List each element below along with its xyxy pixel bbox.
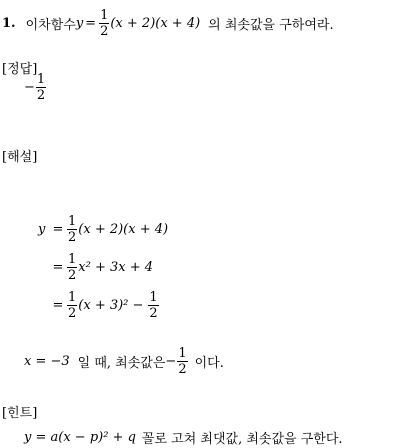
conclusion-fraction <box>177 346 187 377</box>
problem-statement <box>2 8 334 39</box>
answer-value <box>24 72 47 103</box>
hint-line <box>24 428 343 447</box>
conclusion-text-2: 이다. <box>194 356 224 371</box>
conclusion-den: 2 <box>178 362 187 377</box>
explanation-line-3-den: 2 <box>68 306 77 321</box>
explanation-line-3-num: 1 <box>68 290 77 305</box>
hint-formula: y = a(x − p)² + q <box>24 430 136 445</box>
answer-label: [정답] <box>2 62 38 77</box>
problem-func-rest: (x + 2)(x + 4) <box>110 16 201 31</box>
explanation-line-1-num: 1 <box>68 214 77 229</box>
explanation-line-2 <box>38 252 153 283</box>
explanation-line-1 <box>38 214 168 245</box>
explanation-line-3-eq: = <box>52 298 64 313</box>
conclusion-num: 1 <box>178 346 187 361</box>
explanation-line-1-rest: (x + 2)(x + 4) <box>78 222 169 237</box>
explanation-line-3-rest: (x + 3)² − <box>78 298 144 313</box>
conclusion-condition: x = −3 <box>24 354 70 369</box>
explanation-line-2-eq: = <box>52 260 64 275</box>
explanation-line-3 <box>38 290 160 321</box>
explanation-label: [해설] <box>2 150 38 165</box>
answer-sign: − <box>24 80 35 95</box>
explanation-line-3-fraction <box>67 290 77 321</box>
problem-number: 1. <box>2 16 16 31</box>
problem-fraction <box>99 8 109 39</box>
answer-frac-den: 2 <box>36 88 46 103</box>
explanation-line-3-num2: 1 <box>149 290 158 305</box>
explanation-line-2-den: 2 <box>68 268 77 283</box>
explanation-line-1-den: 2 <box>68 230 77 245</box>
answer-fraction <box>36 72 46 103</box>
conclusion-sign: − <box>165 354 177 369</box>
problem-text-before: 이차함수 <box>25 18 76 33</box>
explanation-line-2-rest: x² + 3x + 4 <box>78 260 154 275</box>
hint-text: 꼴로 고쳐 최댓값, 최솟값을 구한다. <box>141 432 343 447</box>
hint-label: [힌트] <box>2 406 38 421</box>
problem-frac-den: 2 <box>100 24 109 39</box>
conclusion-text-1: 일 때, 최솟값은 <box>77 356 166 371</box>
explanation-line-2-num: 1 <box>68 252 77 267</box>
problem-text-after: 의 최솟값을 구하여라. <box>208 18 334 33</box>
problem-frac-num: 1 <box>100 8 109 23</box>
explanation-line-1-fraction <box>67 214 77 245</box>
explanation-line-1-eq: = <box>52 222 64 237</box>
explanation-conclusion <box>24 346 224 377</box>
answer-frac-num: 1 <box>36 72 46 87</box>
problem-func-lhs: y <box>75 16 84 31</box>
explanation-line-2-fraction <box>67 252 77 283</box>
explanation-line-1-lhs: y <box>38 222 46 237</box>
explanation-line-3-den2: 2 <box>149 306 158 321</box>
explanation-line-3-fraction-2 <box>148 290 158 321</box>
problem-eq: = <box>85 16 97 31</box>
